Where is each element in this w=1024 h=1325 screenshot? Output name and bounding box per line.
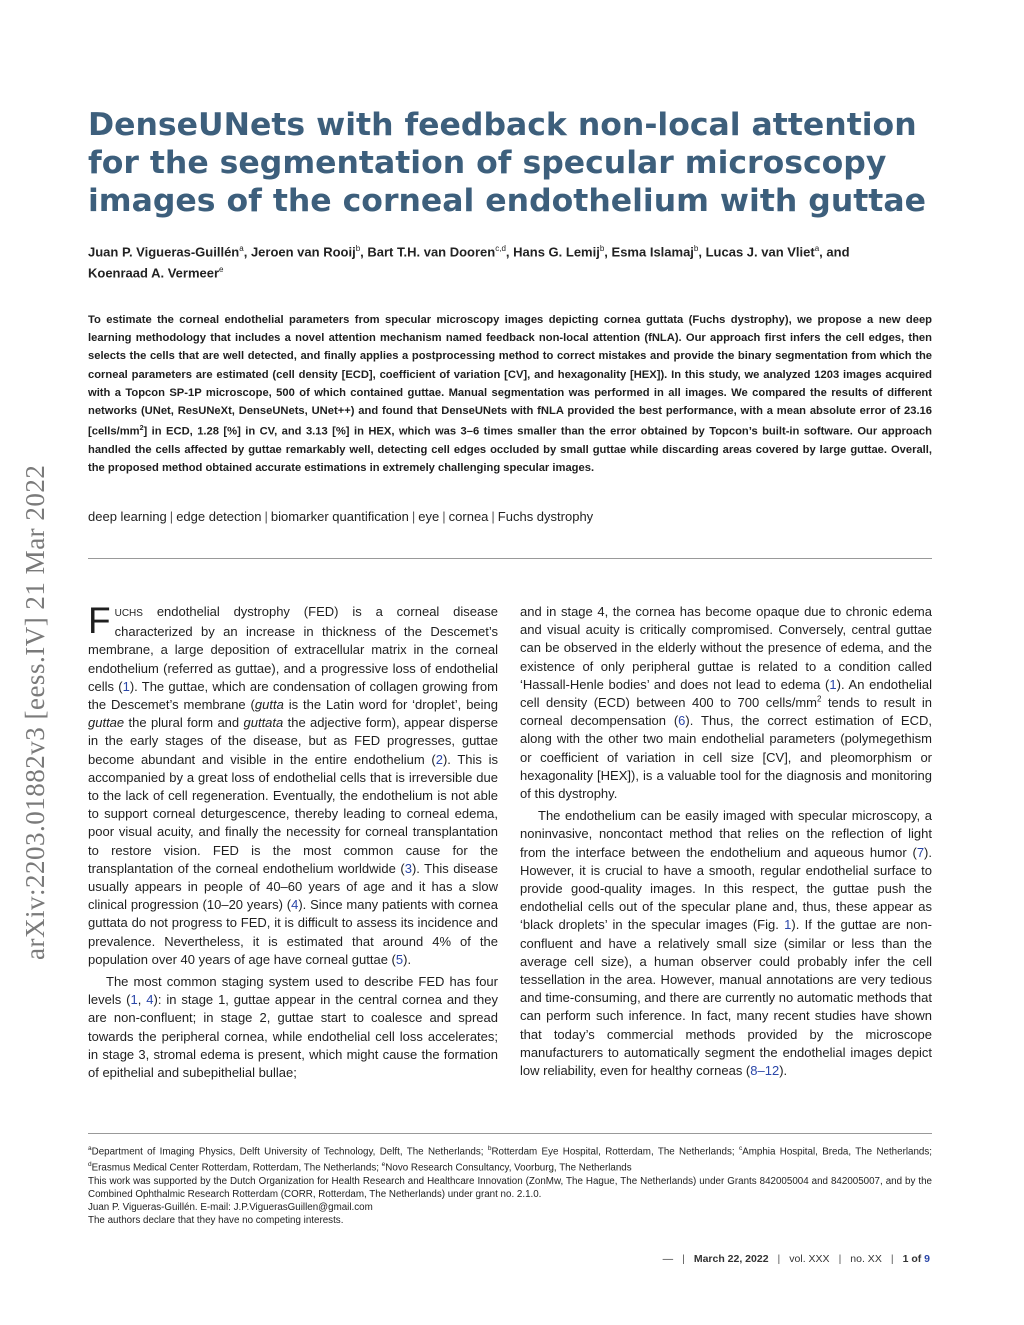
citation-link[interactable]: 6 [678, 713, 686, 729]
author-affiliation-mark: b [599, 244, 605, 253]
footer-page-total-link[interactable]: 9 [924, 1253, 930, 1265]
citation-link[interactable]: 8–12 [750, 1063, 780, 1079]
author-name: Bart T.H. van Dooren [367, 244, 496, 260]
author-affiliation-mark: e [219, 265, 224, 275]
keyword-separator: | [491, 509, 495, 524]
citation-link[interactable]: 4 [291, 897, 299, 913]
keyword: Fuchs dystrophy [497, 509, 594, 524]
author-list: Juan P. Vigueras-Guillén$^a$, Jeroen van Rooij$^b$, Bart T.H. van Dooren$^{c,d}$, Hans G. Lemij$^b$, Esma Islamaj$^b$, Lucas J. van Vliet$^a$, and Koenraad A. Vermeer$^e$ [88, 244, 850, 281]
paragraph: The most common staging system used to describe FED has four levels (1, 4): in stage 1, guttae appear in the central cornea and they are non-confluent; in stage 2, guttae start to coalesce and spread towards the peripheral cornea, while endothelial cell loss accelerates; in stage 3, stromal edema is present, which might cause the formation of epithelial and subepithelial bullae; [88, 974, 498, 1081]
citation-link[interactable]: 5 [395, 951, 404, 967]
citation-link[interactable]: 1 [122, 678, 130, 694]
footer-volume: vol. XXX [789, 1253, 830, 1265]
small-caps-text: UCHS [114, 608, 143, 619]
citation-link[interactable]: 3 [404, 860, 412, 876]
figure-link[interactable]: 1 [784, 917, 792, 933]
keyword: biomarker quantification [270, 509, 409, 524]
footnote-divider [88, 1133, 932, 1134]
citation-link[interactable]: 1 [130, 992, 138, 1008]
competing-interests-footnote: The authors declare that they have no competing interests. [88, 1214, 344, 1226]
keyword-separator: | [264, 509, 268, 524]
drop-cap: F [88, 600, 111, 641]
paragraph: FUCHS endothelial dystrophy (FED) is a corneal disease characterized by an increase in thickness of the Descemet’s membrane, a large deposition of extracellular matrix in the corneal endothelium (referred as guttae), and a progressive loss of endothelial cells (1). The guttae, which are condensation of collagen growing from the Descemet’s membrane (gutta is the Latin word for ‘droplet’, being guttae the plural form and guttata the adjective form), appear disperse in the early stages of the disease, but as FED progresses, guttae become abundant and visible in the entire endothelium (2). This is accompanied by a great loss of endothelial cells that is irreversible due to the lack of cell regeneration. Eventually, the endothelium is not able to support corneal deturgescence, thereby leading to corneal edema, poor visual acuity, and finally the necessity for corneal transplantation to restore vision. FED is the most common cause for the transplantation of the corneal endothelium worldwide (3). This disease usually appears in people of 40–60 years of age and it has a slow clinical progression (10–20 years) (4). Since many patients with cornea guttata do not progress to FED, it is difficult to assess its incidence and prevalence. Nevertheless, it is estimated that around 4% of the population over 40 years of age have corneal guttae (5). [88, 600, 498, 967]
paragraph: and in stage 4, the cornea has become opaque due to chronic edema and visual acuity is critically compromised. Conversely, central guttae can be observed in the elderly without the presence of edema, and the existence of only peripheral guttae is related to a condition called ‘Hassall-Henle bodies’ and does not lead to edema (1). An endothelial cell density (ECD) between 400 to 700 cells/$mm^2$ tends to result in corneal decompensation (6). Thus, the correct estimation of ECD, along with the other two main endothelial parameters (polymegethism or coefficient of variation in cell size [CV], and pleomorphism or hexagonality [HEX]), is a valuable tool for the diagnosis and monitoring of this dystrophy. [520, 604, 933, 802]
footer-date: March 22, 2022 [693, 1253, 769, 1265]
author-name: Juan P. Vigueras-Guillén [88, 244, 240, 260]
abstract [88, 311, 932, 478]
contact-footnote: Juan P. Vigueras-Guillén. E-mail: J.P.ViguerasGuillen@gmail.com [88, 1201, 373, 1213]
keywords [88, 508, 933, 526]
footer-page-number: 1 of [902, 1253, 922, 1265]
keyword-separator: | [411, 509, 416, 524]
author-affiliation-mark: b [355, 244, 361, 253]
citation-link[interactable]: 2 [435, 751, 443, 767]
author-affiliation-mark: a [814, 244, 820, 253]
author-name: Jeroen van Rooij [250, 244, 356, 260]
citation-link[interactable]: 7 [916, 844, 925, 860]
author-conjunction: and [826, 244, 850, 260]
author-affiliation-mark: a [239, 244, 244, 253]
affiliations-footnote: $^a$Department of Imaging Physics, Delft University of Technology, Delft, The Netherlands; $^b$Rotterdam Eye Hospital, Rotterdam, The Netherlands; $^c$Amphia Hospital, Breda, The Netherlands; $^d$Erasmus Medical Center Rotterdam, Rotterdam, The Netherlands; $^e$Novo Research Consultancy, Voorburg, The Netherlands [88, 1145, 932, 1174]
author-name: Lucas J. van Vliet [705, 244, 815, 260]
citation-link[interactable]: 1 [829, 676, 837, 692]
paragraph: The endothelium can be easily imaged with specular microscopy, a noninvasive, noncontact method that relies on the reflection of light from the interface between the endothelium and aqueous humor (7). However, it is crucial to have a smooth, regular endothelial surface to provide good-quality images. In this respect, the guttae push the endothelial cells out of the specular plane and, thus, these appear as ‘black droplets’ in the specular images (Fig. 1). If the guttae are non-confluent and have a relatively small size (similar or less than the average cell size), a human observer could probably infer the cell tessellation in the area. However, manual annotations are very tedious and time-consuming, and there are currently no automatic methods that can perform such inference. In fact, many recent studies have shown that today’s commercial methods provided by the microscope manufacturers to automatically segment the endothelial images depict low reliability, even for healthy corneas (8–12). [520, 808, 932, 1079]
keyword: cornea [448, 509, 489, 524]
abstract-text: ] in ECD, 1.28 [%] in CV, and 3.13 [%] in HEX, which was 3–6 times smaller than the error obtained by Topcon’s built-in software. Our approach handled the cells affected by guttae remarkably well, detecting cell edges occluded by small guttae while discarding areas covered by large guttae. Overall, the proposed method obtained accurate estimations in extremely challenging specular images. [88, 425, 932, 475]
footer-dash: — [662, 1253, 674, 1265]
keyword: deep learning [88, 509, 167, 524]
keyword: edge detection [176, 509, 262, 524]
keyword: eye [418, 509, 440, 524]
section-divider [88, 558, 932, 559]
arxiv-identifier-stamp: arXiv:2203.01882v3 [eess.IV] 21 Mar 2022 [20, 464, 50, 960]
footnotes [88, 1142, 932, 1227]
author-name: Koenraad A. Vermeer [88, 265, 220, 281]
page-footer: — | March 22, 2022 | vol. XXX | no. XX | 1 of 9 [662, 1253, 930, 1265]
author-affiliation-mark: c,d [495, 244, 506, 253]
abstract-superscript: 2 [139, 425, 144, 433]
body-column-left [88, 600, 498, 1086]
keyword-separator: | [169, 509, 174, 524]
author-name: Esma Islamaj [611, 244, 694, 260]
body-column-right [520, 603, 932, 1084]
author-name: Hans G. Lemij [513, 244, 600, 260]
footer-issue: no. XX [850, 1253, 882, 1265]
citation-link[interactable]: 4 [146, 992, 154, 1008]
keyword-separator: | [442, 509, 446, 524]
paper-title: DenseUNets with feedback non-local attention for the segmentation of specular microscopy images of the corneal endothelium with guttae [88, 107, 926, 219]
abstract-text: To estimate the corneal endothelial parameters from specular microscopy images depicting cornea guttata (Fuchs dystrophy), we propose a new deep learning methodology that includes a novel attention mechanism named feedback non-local attention (fNLA). Our approach first infers the cell edges, then selects the cells that are well detected, and finally applies a postprocessing method to correct mistakes and provide the binary segmentation from which the corneal parameters are estimated (cell density [ECD], coefficient of variation [CV], and hexagonality [HEX]). In this study, we analyzed 1203 images acquired with a Topcon SP-1P microscope, 500 of which contained guttae. Manual segmentation was performed in all images. We compared the results of different networks (UNet, ResUNeXt, DenseUNets, UNet++) and found that DenseUNets with fNLA provided the best performance, with a mean absolute error of 23.16 [cells/mm [88, 314, 932, 438]
author-affiliation-mark: b [693, 244, 699, 253]
funding-footnote: This work was supported by the Dutch Organization for Health Research and Healthcare Innovation (ZonMw, The Hague, The Netherlands) under Grants 842005004 and 842005007, and by the Combined Ophthalmic Research Rotterdam (CORR, Rotterdam, The Netherlands) under grant no. 2.1.0. [88, 1175, 932, 1200]
